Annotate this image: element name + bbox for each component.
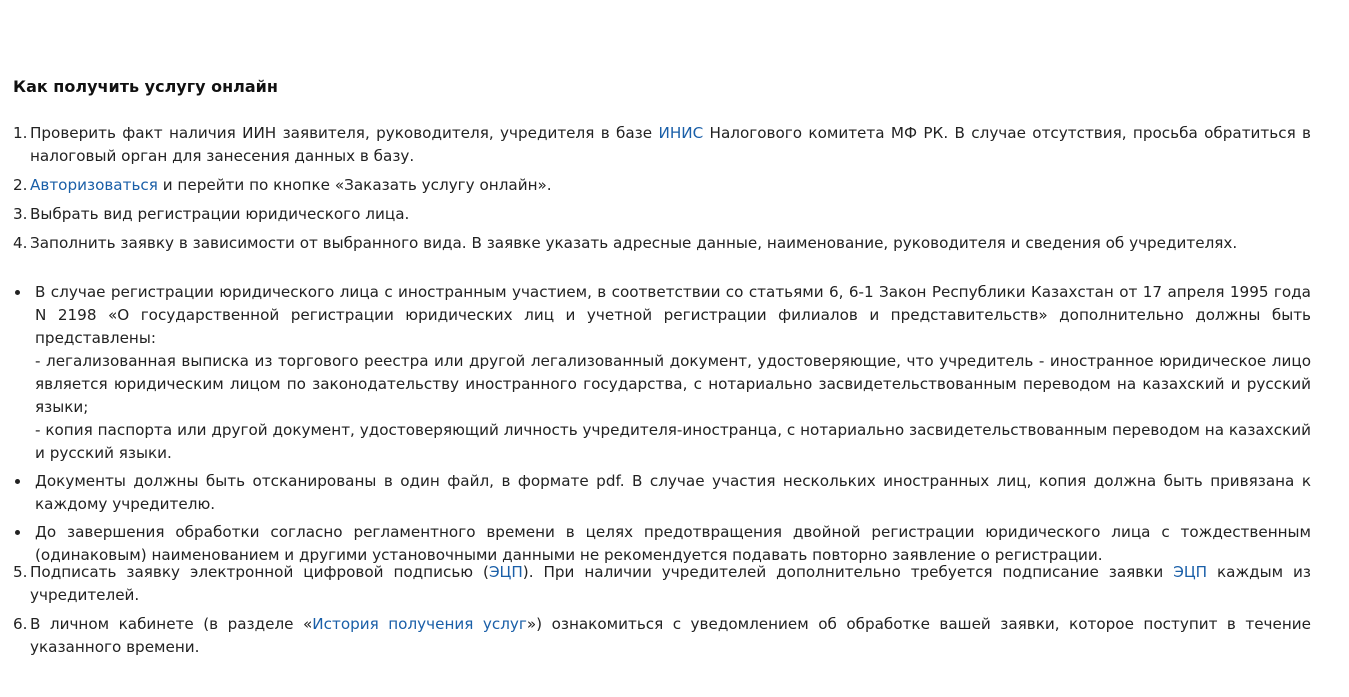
steps-list-part2 — [13, 561, 1311, 659]
step-text: Выбрать вид регистрации юридического лица. — [30, 205, 410, 223]
step-number: 4. — [13, 234, 28, 252]
step-text: Проверить факт наличия ИИН заявителя, руководителя, учредителя в базе — [30, 124, 659, 142]
note-text: В случае регистрации юридического лица с иностранным участием, в соответствии со статьями 6, 6-1 Закон Республики Казахстан от 17 апреля 1995 года N 2198 «О государственной регистрации юридических лиц и учетной регистрации филиалов и представительств» дополнительно должны быть представлены: — [35, 283, 1311, 347]
bullet-icon — [15, 530, 20, 535]
note-text: До завершения обработки согласно регламентного времени в целях предотвращения двойной регистрации юридического лица с тождественным (одинаковым) наименованием и другими установочными данными не рекомендуется подавать повторно заявление о регистрации. — [35, 523, 1311, 564]
note-scanned-documents — [13, 470, 1311, 516]
note-text: - копия паспорта или другой документ, удостоверяющий личность учредителя-иностранца, с нотариально засвидетельствованным переводом на казахский и русский языки. — [35, 421, 1311, 462]
step-text: каждым из учредителей. — [30, 563, 1312, 604]
step-text: Подписать заявку электронной цифровой подписью ( — [30, 563, 489, 581]
step-text: Налогового комитета МФ РК. В случае отсутствия, просьба обратиться в налоговый орган для занесения данных в базу. — [30, 124, 1311, 165]
authorize-link[interactable]: Авторизоваться — [30, 176, 158, 194]
step-text: Заполнить заявку в зависимости от выбранного вида. В заявке указать адресные данные, наименование, руководителя и сведения об учредителях. — [30, 234, 1238, 252]
section-title: Как получить услугу онлайн — [13, 77, 278, 96]
step-text: В личном кабинете (в разделе « — [30, 615, 313, 633]
service-history-link[interactable]: История получения услуг — [312, 615, 527, 633]
step-number: 6. — [13, 615, 28, 633]
note-text: Документы должны быть отсканированы в один файл, в формате pdf. В случае участия нескольких иностранных лиц, копия должна быть привязана к каждому учредителю. — [35, 472, 1311, 513]
step-text: ») ознакомиться с уведомлением об обработке вашей заявки, которое поступит в течение указанного времени. — [30, 615, 1311, 656]
step-1 — [13, 122, 1311, 168]
step-text: и перейти по кнопке «Заказать услугу онлайн». — [157, 176, 552, 194]
inis-link[interactable]: ИНИС — [658, 124, 704, 142]
eds-link[interactable]: ЭЦП — [488, 563, 523, 581]
bullet-icon — [15, 290, 20, 295]
step-2 — [13, 174, 1311, 197]
note-foreign-participation — [13, 281, 1311, 465]
eds-link[interactable]: ЭЦП — [1173, 563, 1208, 581]
step-number: 3. — [13, 205, 28, 223]
notes-list — [13, 281, 1311, 567]
steps-list-part1 — [13, 122, 1311, 255]
step-text: ). При наличии учредителей дополнительно требуется подписание заявки — [522, 563, 1174, 581]
step-6 — [13, 613, 1311, 659]
step-number: 5. — [13, 563, 28, 581]
bullet-icon — [15, 479, 20, 484]
step-3 — [13, 203, 1311, 226]
step-number: 2. — [13, 176, 28, 194]
step-number: 1. — [13, 124, 28, 142]
step-4 — [13, 232, 1311, 255]
step-5 — [13, 561, 1311, 607]
note-text: - легализованная выписка из торгового реестра или другой легализованный документ, удостоверяющие, что учредитель - иностранное юридическое лицо является юридическим лицом по законодательству иностранного государства, с нотариально засвидетельствованным переводом на казахский и русский языки; — [35, 352, 1311, 416]
